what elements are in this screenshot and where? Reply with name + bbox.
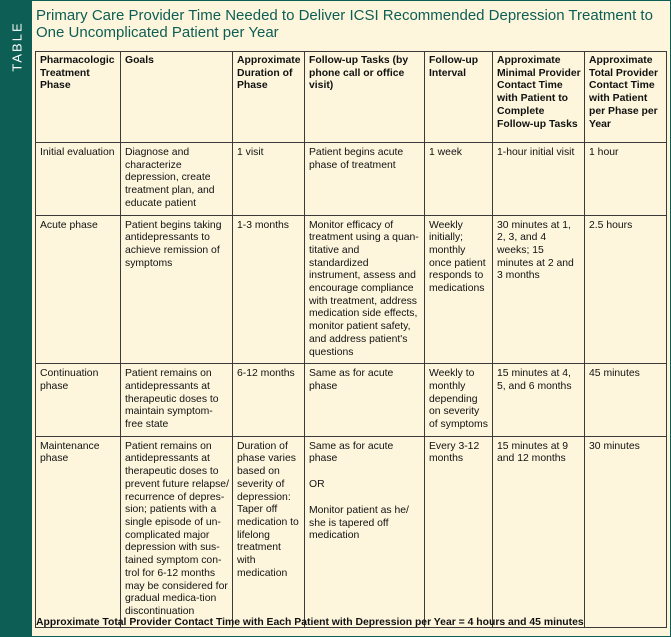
cell-duration: Duration of phase varies based on severity of depression: Taper off medication to lifelong treatment with medication	[233, 436, 305, 627]
cell-goals: Patient remains on antidepressants at therapeutic doses to prevent future relapse/ recurrence of depres-sion; patients with a single episode of un-complicated major depression with sus-tained symptom con-trol for 6-12 months may be considered for gradual medica-tion discontinuation	[121, 436, 233, 627]
cell-min-time: 15 minutes at 9 and 12 months	[493, 436, 585, 627]
cell-tasks-text: Same as for acute phase	[309, 440, 394, 465]
cell-phase: Maintenance phase	[36, 436, 121, 627]
sidebar	[1, 1, 32, 636]
title-line-2: One Uncomplicated Patient per Year	[36, 24, 279, 41]
cell-goals: Diagnose and characterize depression, create treatment plan, and educate patient	[121, 143, 233, 216]
cell-phase: Continuation phase	[36, 364, 121, 437]
cell-total-time: 45 minutes	[585, 364, 667, 437]
header-goals: Goals	[121, 52, 233, 143]
cell-phase: Initial evaluation	[36, 143, 121, 216]
header-row	[36, 52, 667, 143]
sidebar-label	[6, 6, 28, 86]
cell-tasks-text: Same as for acute phase	[309, 368, 394, 392]
cell-interval: Every 3-12 months	[425, 436, 493, 627]
cell-interval: 1 week	[425, 143, 493, 216]
cell-duration: 6-12 months	[233, 364, 305, 437]
cell-total-time: 2.5 hours	[585, 215, 667, 364]
header-total-time: Approximate Total Provider Contact Time with Patient per Phase per Year	[585, 52, 667, 143]
cell-tasks	[305, 215, 425, 364]
cell-interval: Weekly initially; monthly once patient responds to medications	[425, 215, 493, 364]
header-tasks: Follow-up Tasks (by phone call or office visit)	[305, 52, 425, 143]
cell-tasks-extra: Monitor patient as he/ she is tapered off medication	[309, 504, 409, 542]
header-duration: Approximate Duration of Phase	[233, 52, 305, 143]
cell-tasks-text: Monitor efficacy of treatment using a quan-titative and standardized instrument, assess and encourage compliance with treatment, address medication side effects, monitor patient safety, and address patient's questions	[309, 219, 419, 358]
treatment-table	[35, 51, 667, 628]
cell-phase: Acute phase	[36, 215, 121, 364]
cell-interval: Weekly to monthly depending on severity of symptoms	[425, 364, 493, 437]
cell-min-time: 30 minutes at 1, 2, 3, and 4 weeks; 15 minutes at 2 and 3 months	[493, 215, 585, 364]
cell-tasks	[305, 143, 425, 216]
header-interval: Follow-up Interval	[425, 52, 493, 143]
cell-duration: 1-3 months	[233, 215, 305, 364]
cell-min-time: 15 minutes at 4, 5, and 6 months	[493, 364, 585, 437]
sidebar-label-text: TABLE	[9, 20, 25, 72]
cell-tasks-text: Patient begins acute phase of treatment	[309, 147, 404, 171]
header-phase: Pharmacologic Treatment Phase	[36, 52, 121, 143]
cell-tasks	[305, 436, 425, 627]
table-row	[36, 364, 667, 437]
header-min-time: Approximate Minimal Provider Contact Time with Patient to Complete Follow-up Tasks	[493, 52, 585, 143]
table-title	[36, 7, 666, 41]
table-row	[36, 436, 667, 627]
cell-goals: Patient remains on antidepressants at therapeutic doses to maintain symptom-free state	[121, 364, 233, 437]
cell-total-time: 30 minutes	[585, 436, 667, 627]
cell-duration: 1 visit	[233, 143, 305, 216]
cell-goals: Patient begins taking antidepressants to achieve remission of symptoms	[121, 215, 233, 364]
table-footer: Approximate Total Provider Contact Time with Each Patient with Depression per Year = 4 hours and 45 minutes	[36, 617, 584, 628]
cell-total-time: 1 hour	[585, 143, 667, 216]
cell-min-time: 1-hour initial visit	[493, 143, 585, 216]
title-line-1: Primary Care Provider Time Needed to Deliver ICSI Recommended Depression Treatment to	[36, 7, 653, 24]
table-row	[36, 215, 667, 364]
table-row	[36, 143, 667, 216]
cell-tasks	[305, 364, 425, 437]
cell-tasks-or: OR	[309, 479, 325, 491]
